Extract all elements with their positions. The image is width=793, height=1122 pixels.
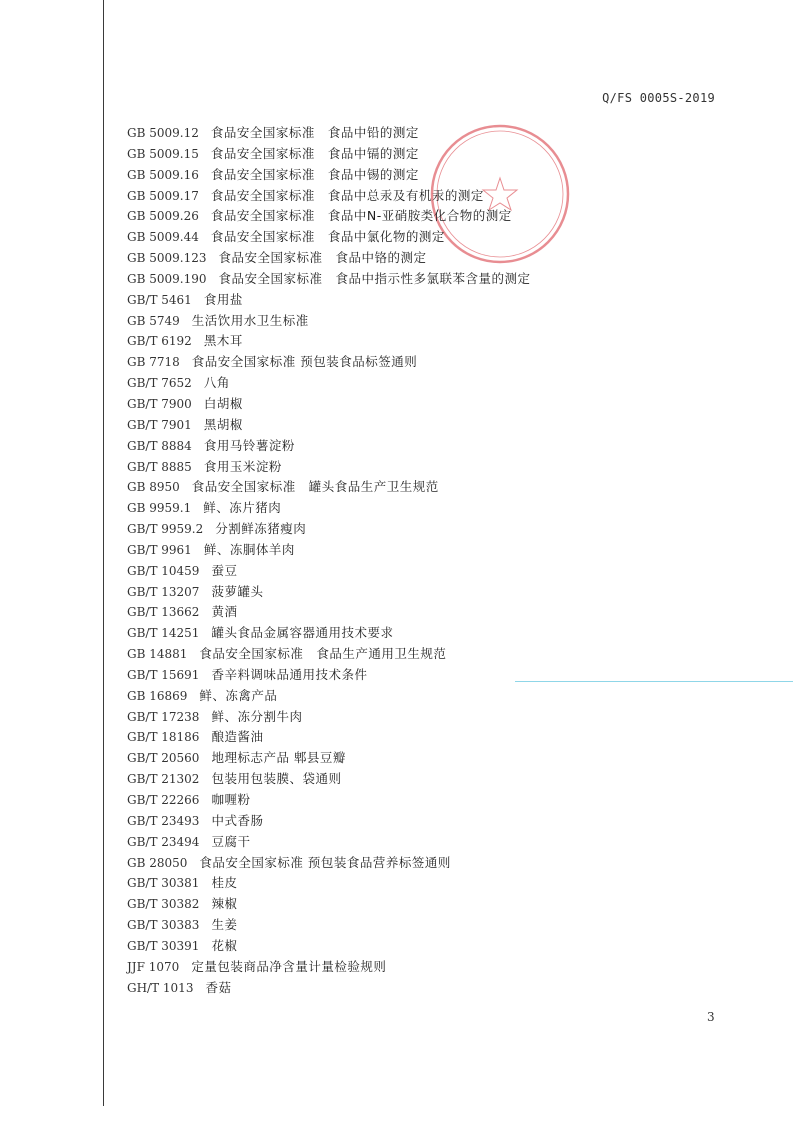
reference-title: 包装用包装膜、袋通则: [211, 771, 342, 787]
reference-item: [127, 582, 531, 603]
binding-margin-line: [103, 0, 104, 1106]
reference-title: 花椒: [211, 937, 238, 953]
reference-code: GB 5009.190: [127, 271, 207, 286]
reference-item: [127, 394, 531, 415]
reference-item: [127, 748, 531, 769]
reference-code: GB 5009.12: [127, 126, 199, 140]
reference-code: GB 5009.44: [127, 230, 199, 245]
reference-item: [127, 811, 531, 832]
reference-code: GB/T 7900: [127, 396, 192, 411]
reference-code: GB 14881: [127, 647, 188, 662]
reference-code: GB/T 23493: [127, 813, 200, 828]
reference-title: 菠萝罐头: [211, 583, 264, 599]
reference-item: [127, 144, 531, 165]
reference-item: [127, 206, 531, 227]
reference-item: [127, 331, 531, 352]
reference-title: 食品安全国家标准 食品中N-亚硝胺类化合物的测定: [210, 208, 512, 224]
reference-item: [127, 352, 531, 373]
reference-title: 食用玉米淀粉: [203, 458, 282, 474]
reference-item: [127, 707, 531, 728]
reference-code: GB/T 23494: [127, 834, 200, 849]
reference-item: [127, 269, 531, 290]
reference-code: GB 16869: [127, 688, 188, 703]
reference-code: GB/T 15691: [127, 667, 200, 682]
reference-title: 食品安全国家标准 预包装食品营养标签通则: [199, 854, 451, 870]
reference-item: [127, 186, 531, 207]
reference-code: GB 7718: [127, 355, 180, 370]
reference-item: [127, 686, 531, 707]
reference-title: 鲜、冻片猪肉: [203, 500, 282, 516]
reference-item: [127, 665, 531, 686]
reference-code: GB/T 13662: [127, 605, 200, 620]
reference-item: [127, 873, 531, 894]
reference-item: [127, 540, 531, 561]
reference-title: 食品安全国家标准 食品中氯化物的测定: [210, 229, 445, 245]
reference-code: GB 9959.1: [127, 501, 192, 516]
normative-references-list: [127, 123, 531, 998]
page-number: 3: [707, 1010, 715, 1024]
reference-code: GB/T 14251: [127, 626, 200, 641]
reference-item: [127, 436, 531, 457]
reference-code: GB 5009.26: [127, 209, 199, 224]
reference-code: GB/T 30391: [127, 938, 200, 953]
reference-item: [127, 457, 531, 478]
reference-item: [127, 519, 531, 540]
reference-title: 桂皮: [211, 875, 238, 891]
reference-code: GB/T 18186: [127, 730, 200, 745]
reference-title: 食用盐: [203, 291, 243, 307]
reference-title: 生活饮用水卫生标准: [191, 312, 309, 328]
reference-item: [127, 853, 531, 874]
reference-title: 食品安全国家标准 罐头食品生产卫生规范: [191, 479, 439, 495]
reference-item: [127, 727, 531, 748]
reference-item: [127, 561, 531, 582]
reference-code: GB/T 20560: [127, 751, 200, 766]
reference-title: 豆腐干: [211, 833, 251, 849]
reference-code: GB/T 7652: [127, 376, 192, 391]
reference-code: GB/T 13207: [127, 584, 200, 599]
reference-item: [127, 248, 531, 269]
reference-title: 香菇: [205, 979, 232, 995]
reference-item: [127, 936, 531, 957]
reference-item: [127, 832, 531, 853]
reference-title: 白胡椒: [203, 395, 243, 411]
reference-code: GB/T 6192: [127, 334, 192, 349]
reference-title: 中式香肠: [211, 812, 264, 828]
reference-code: GB 5009.123: [127, 251, 207, 266]
reference-title: 鲜、冻分割牛肉: [211, 708, 303, 724]
reference-code: GB/T 30381: [127, 876, 200, 891]
reference-code: GB 5749: [127, 313, 180, 328]
reference-title: 黑胡椒: [203, 416, 243, 432]
reference-code: GB/T 8884: [127, 438, 192, 453]
reference-code: GB 8950: [127, 480, 180, 495]
reference-item: [127, 915, 531, 936]
reference-title: 食品安全国家标准 预包装食品标签通则: [191, 354, 418, 370]
reference-code: GB 5009.17: [127, 188, 199, 203]
reference-code: GB 5009.15: [127, 146, 199, 161]
reference-item: [127, 415, 531, 436]
reference-item: [127, 165, 531, 186]
reference-title: 辣椒: [211, 896, 238, 912]
reference-title: 鲜、冻禽产品: [199, 687, 278, 703]
reference-code: GB/T 21302: [127, 772, 200, 787]
reference-title: 酿造酱油: [211, 729, 264, 745]
reference-title: 八角: [203, 375, 230, 391]
reference-code: GB/T 17238: [127, 709, 200, 724]
reference-code: GB/T 5461: [127, 292, 192, 307]
reference-title: 食品安全国家标准 食品中铅的测定: [210, 125, 419, 140]
reference-code: GB/T 9961: [127, 542, 192, 557]
reference-code: GB/T 8885: [127, 459, 192, 474]
document-code: Q/FS 0005S-2019: [602, 91, 715, 105]
reference-title: 分割鲜冻猪瘦肉: [215, 521, 307, 537]
reference-item: [127, 123, 531, 144]
reference-code: GB/T 30383: [127, 918, 200, 933]
reference-title: 咖喱粉: [211, 792, 251, 807]
reference-title: 蚕豆: [211, 562, 238, 578]
reference-code: GB/T 9959.2: [127, 522, 204, 537]
reference-code: GB/T 10459: [127, 563, 200, 578]
reference-title: 黄酒: [211, 604, 238, 620]
reference-title: 食品安全国家标准 食品中锡的测定: [210, 166, 419, 182]
reference-title: 地理标志产品 郫县豆瓣: [211, 750, 346, 766]
reference-item: [127, 623, 531, 644]
reference-title: 食品安全国家标准 食品生产通用卫生规范: [199, 646, 447, 662]
reference-code: GB/T 7901: [127, 417, 192, 432]
reference-code: GB/T 30382: [127, 897, 200, 912]
reference-title: 食用马铃薯淀粉: [203, 437, 295, 453]
reference-title: 生姜: [211, 917, 238, 933]
reference-title: 鲜、冻胴体羊肉: [203, 541, 295, 557]
reference-title: 食品安全国家标准 食品中总汞及有机汞的测定: [210, 187, 484, 203]
reference-item: [127, 373, 531, 394]
reference-item: [127, 769, 531, 790]
reference-item: [127, 978, 531, 999]
reference-item: [127, 227, 531, 248]
reference-code: GH/T 1013: [127, 980, 194, 995]
reference-title: 罐头食品金属容器通用技术要求: [211, 625, 394, 641]
reference-title: 食品安全国家标准 食品中指示性多氯联苯含量的测定: [218, 270, 531, 286]
scan-artifact-line: [515, 681, 793, 682]
reference-item: [127, 311, 531, 332]
reference-title: 食品安全国家标准 食品中铬的测定: [218, 250, 427, 266]
reference-item: [127, 602, 531, 623]
reference-code: JJF 1070: [127, 959, 180, 974]
reference-title: 食品安全国家标准 食品中镉的测定: [210, 145, 419, 161]
reference-code: GB 5009.16: [127, 167, 199, 182]
reference-item: [127, 290, 531, 311]
reference-title: 香辛料调味品通用技术条件: [211, 666, 368, 682]
reference-item: [127, 477, 531, 498]
reference-item: [127, 790, 531, 811]
reference-title: 定量包装商品净含量计量检验规则: [191, 958, 387, 974]
reference-code: GB 28050: [127, 855, 188, 870]
reference-item: [127, 957, 531, 978]
reference-title: 黑木耳: [203, 333, 243, 349]
reference-code: GB/T 22266: [127, 793, 200, 807]
reference-item: [127, 644, 531, 665]
reference-item: [127, 894, 531, 915]
reference-item: [127, 498, 531, 519]
